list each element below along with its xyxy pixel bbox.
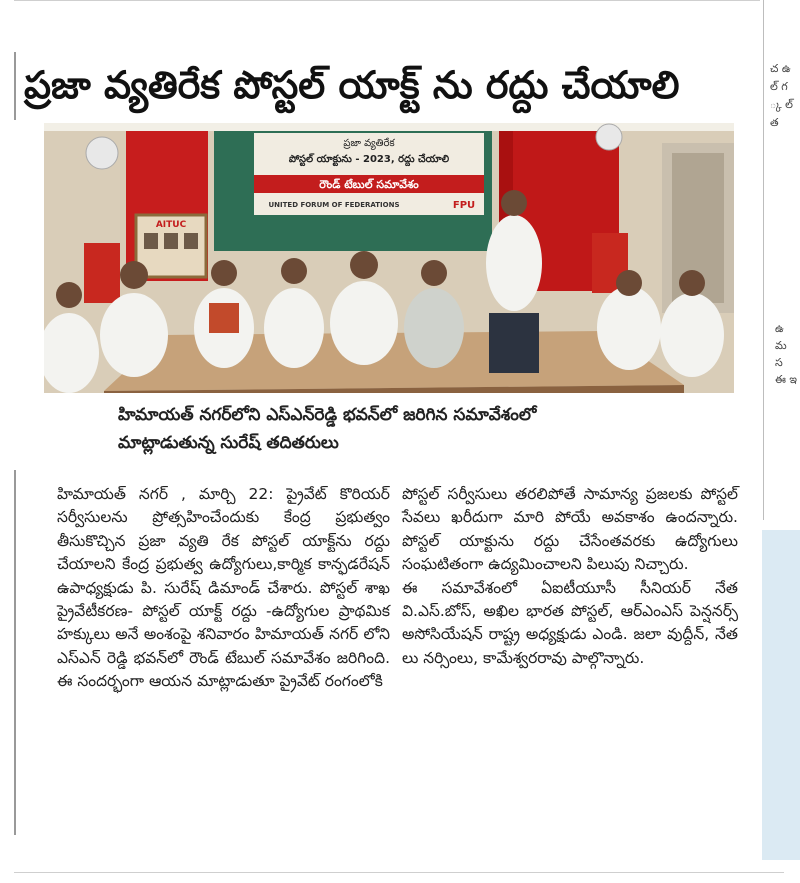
headline: ప్రజా వ్యతిరేక పోస్టల్ యాక్ట్ ను రద్దు చేయాలి <box>24 63 680 107</box>
article-paragraph: పోస్టల్ సర్వీసులు తరలిపోతే సామాన్య ప్రజలకు పోస్టల్ సేవలు ఖరీదుగా మారి పోయే అవకాశం ఉందన్నారు. పోస్టల్ యాక్టును రద్దు చేసేంతవరకు ఉద్యోగులు సంఘటితంగా ఉద్యమించాలని పిలుపు నిచ్చారు. <box>402 485 738 574</box>
caption-line-1: హిమాయత్ నగర్‌లోని ఎస్ఎన్‌రెడ్డి భవన్‌లో జరిగిన సమావేశంలో <box>118 405 537 425</box>
adjacent-box <box>762 530 800 860</box>
adjacent-article-fragment-lower: ఉ మ స ఈ ఇ <box>775 322 798 386</box>
banner-line-4: UNITED FORUM OF FEDERATIONS <box>268 201 400 209</box>
article-paragraph: ఈ సమావేశంలో ఏఐటీయూసీ సీనియర్ నేత వి.ఎస్.బోస్, అఖిల భారత పోస్టల్, ఆర్ఎంఎస్ పెన్షనర్స్ అసోసియేషన్ రాష్ట్ర అధ్యక్షుడు ఎండి. జలా వుద్దీన్, నేత లు నర్సింలు, కామేశ్వరరావు పాల్గొన్నారు. <box>402 578 738 667</box>
column-divider <box>763 0 764 520</box>
article-column-2 <box>402 483 738 670</box>
caption-line-2: మాట్లాడుతున్న సురేష్ తదితరులు <box>118 433 339 453</box>
adjacent-article-fragment: చ ఉ ల్ గ ్క ల్ త <box>770 62 793 129</box>
board-sign: AITUC <box>155 220 187 230</box>
banner-line-1: ప్రజా వ్యతిరేక <box>343 138 395 149</box>
news-photo <box>44 123 734 393</box>
banner-line-3: రౌండ్ టేబుల్ సమావేశం <box>319 178 419 191</box>
photo-caption <box>118 401 718 457</box>
headline-rule <box>14 52 16 120</box>
banner-line-2: పోస్టల్ యాక్టును - 2023, రద్దు చేయాలి <box>288 154 450 165</box>
page-top-border <box>14 0 760 1</box>
body-rule <box>14 470 16 835</box>
banner-tag: FPU <box>452 200 476 211</box>
article-column-1 <box>57 483 390 694</box>
page-bottom-border <box>14 872 784 873</box>
article-paragraph: హిమాయత్ నగర్ , మార్చి 22: ప్రైవేట్ కొరియర్ సర్వీసులను ప్రోత్సహించేందుకు కేంద్ర ప్రభుత్వం తీసుకొచ్చిన ప్రజా వ్యతి రేక పోస్టల్ యాక్ట్‌ను రద్దు చేయాలని కేంద్ర ప్రభుత్వ ఉద్యోగులు,కార్మిక కాన్ఫడరేషన్ ఉపాధ్యక్షుడు పి. సురేష్ డిమాండ్ చేశారు. పోస్టల్ శాఖ ప్రైవేటీకరణ- పోస్టల్ యాక్ట్ రద్దు -ఉద్యోగుల ప్రాథమిక హక్కులు అనే అంశంపై శనివారం హిమాయత్ నగర్ లోని ఎస్ఎన్ రెడ్డి భవన్‌లో రౌండ్ టేబుల్ సమావేశం జరిగింది. ఈ సందర్భంగా ఆయన మాట్లాడుతూ ప్రైవేట్ రంగంలోకి <box>57 485 390 691</box>
